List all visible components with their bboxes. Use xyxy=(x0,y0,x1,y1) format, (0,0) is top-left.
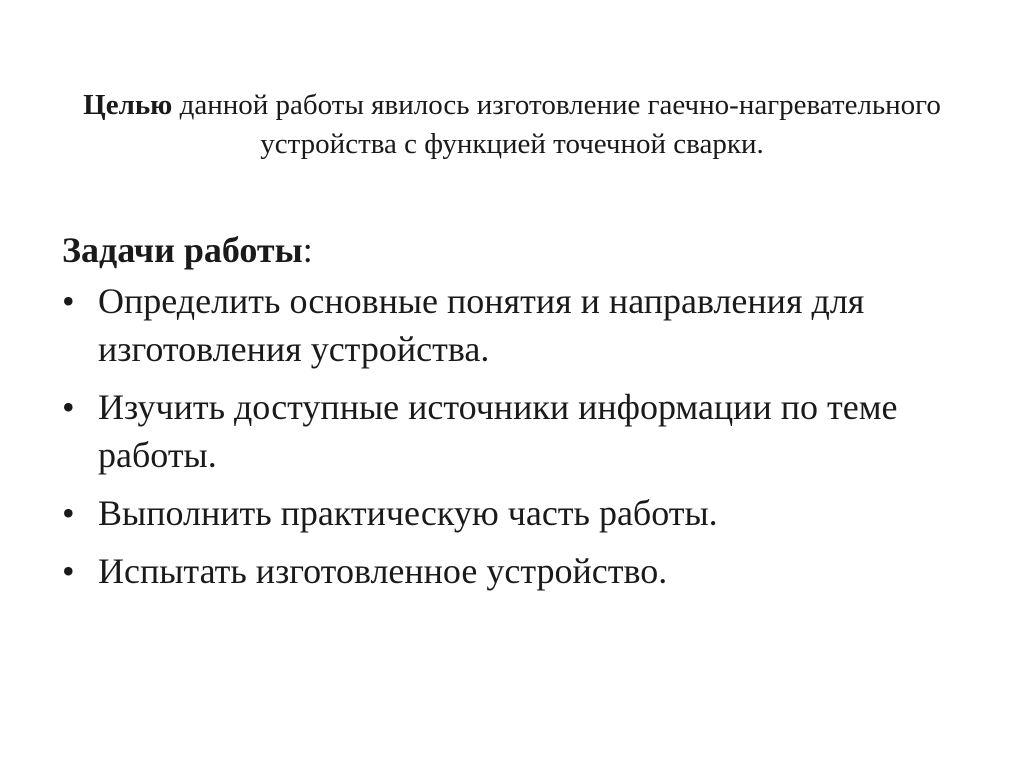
tasks-heading xyxy=(62,226,982,274)
task-text: Определить основные понятия и направления для изготовления устройства. xyxy=(98,281,865,369)
goal-statement xyxy=(70,86,954,164)
task-item-practical-part xyxy=(62,489,982,537)
task-text: Испытать изготовленное устройство. xyxy=(98,551,668,591)
goal-lead-word: Целью xyxy=(83,89,173,121)
task-list xyxy=(62,277,982,595)
bullet-icon: • xyxy=(62,387,75,427)
task-text: Выполнить практическую часть работы. xyxy=(98,493,718,533)
task-item-define-concepts xyxy=(62,277,982,373)
task-text: Изучить доступные источники информации по теме работы. xyxy=(98,387,898,475)
task-item-test-device xyxy=(62,547,982,595)
tasks-section xyxy=(62,226,982,605)
tasks-heading-colon: : xyxy=(302,230,313,270)
goal-text: данной работы явилось изготовление гаечно-нагревательного устройства с функцией точечной сварки. xyxy=(172,89,941,160)
bullet-icon: • xyxy=(62,551,75,591)
bullet-icon: • xyxy=(62,493,75,533)
tasks-heading-text: Задачи работы xyxy=(62,230,303,270)
bullet-icon: • xyxy=(62,281,75,321)
task-item-study-sources xyxy=(62,383,982,479)
